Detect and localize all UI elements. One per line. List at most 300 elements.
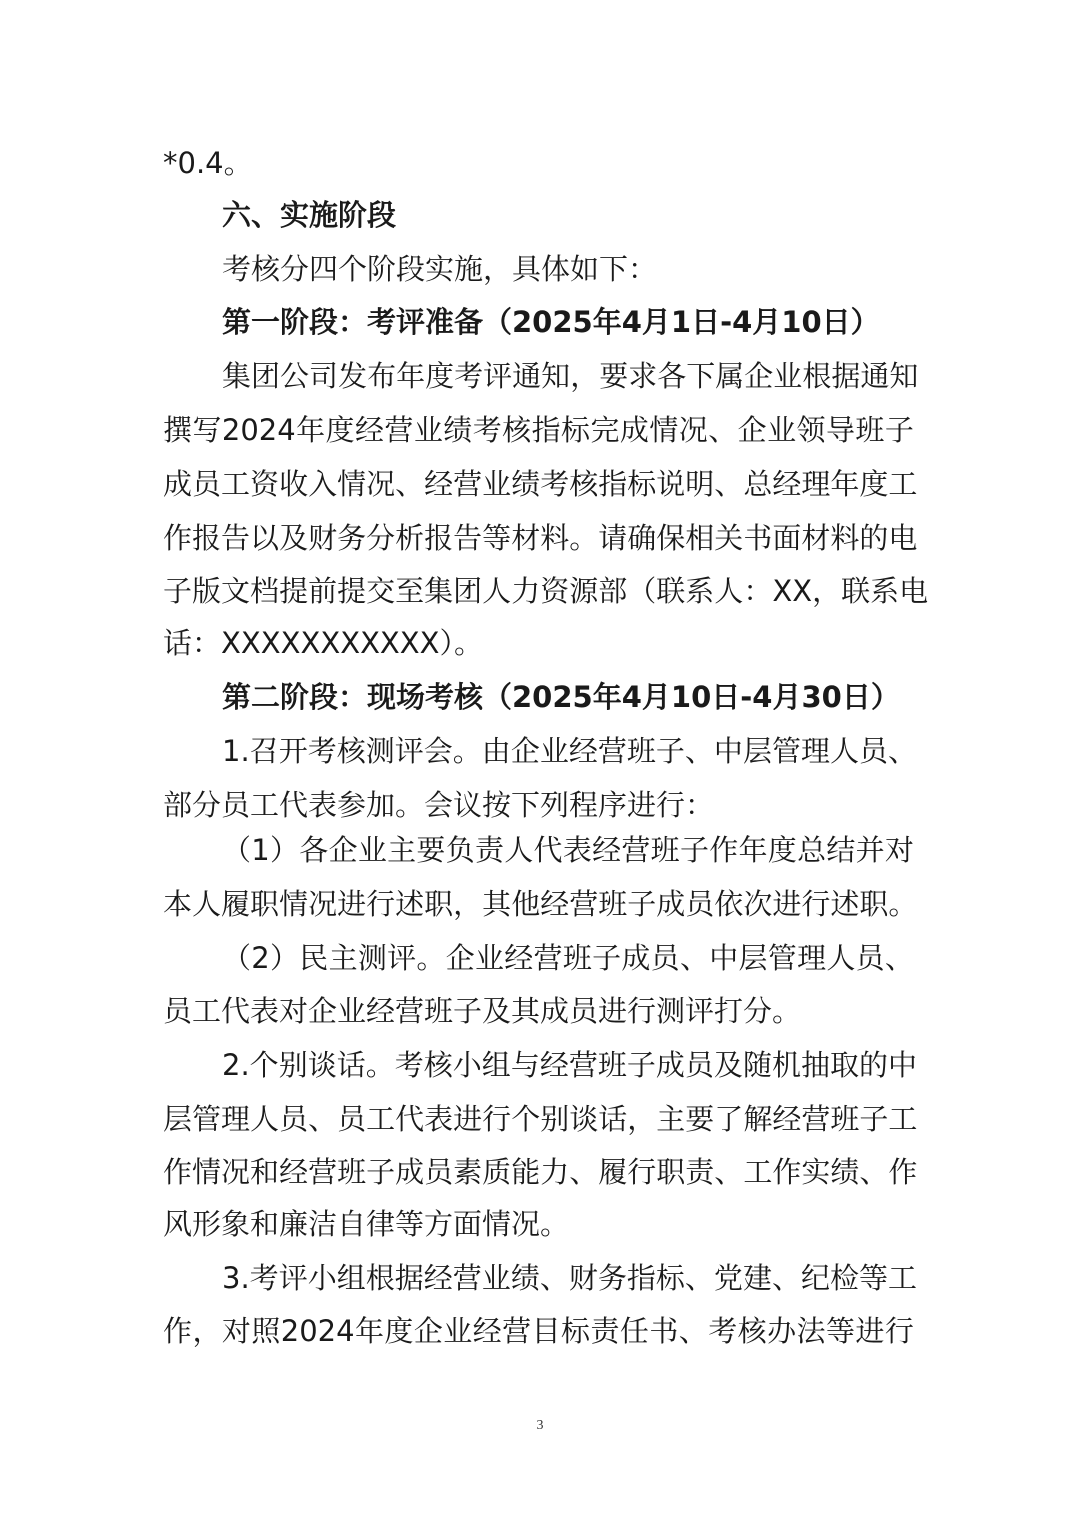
text-glyph: 业	[481, 1261, 511, 1295]
text-glyph: 交	[366, 574, 396, 608]
text-glyph: 人	[482, 574, 512, 608]
text-glyph: 职	[859, 887, 889, 921]
text-glyph: 集	[222, 359, 252, 393]
text-glyph: 取	[829, 1048, 859, 1082]
text-glyph: 党	[713, 1261, 743, 1295]
text-glyph: 评	[387, 941, 417, 975]
text-glyph: 情	[192, 1155, 222, 1189]
text-glyph: 营	[569, 887, 599, 921]
text-glyph: 度	[767, 833, 797, 867]
text-glyph: 下	[686, 359, 716, 393]
text-glyph: 主	[387, 833, 417, 867]
text-glyph: 及	[713, 1048, 743, 1082]
text-glyph: 理	[801, 467, 831, 501]
text-glyph: 料	[540, 521, 570, 555]
text-glyph: ：	[743, 574, 773, 608]
text-glyph: 主	[656, 1102, 686, 1136]
text-line	[0, 1045, 1080, 1085]
text-glyph: 行	[482, 1102, 512, 1136]
text-glyph: 企	[510, 734, 540, 768]
text-glyph: 情	[279, 887, 309, 921]
text-glyph: 负	[445, 833, 475, 867]
text-glyph: 组	[481, 1048, 511, 1082]
text-glyph: 员	[684, 1048, 714, 1082]
text-glyph: 话	[336, 1048, 366, 1082]
text-glyph: 人	[504, 833, 534, 867]
text-glyph: 进	[772, 887, 802, 921]
text-glyph: 根	[802, 359, 832, 393]
text-glyph: 解	[743, 1102, 773, 1136]
text-glyph: 绩	[510, 1261, 540, 1295]
text-glyph: 经	[424, 467, 454, 501]
text-glyph: 和	[250, 1155, 280, 1189]
text-glyph: 管	[771, 734, 801, 768]
text-glyph: 报	[192, 521, 222, 555]
text-glyph: 与	[510, 1048, 540, 1082]
text-glyph: 关	[714, 521, 744, 555]
text-glyph: 企	[413, 1314, 443, 1348]
text-glyph: 、	[678, 1314, 708, 1348]
text-glyph: 了	[714, 1102, 744, 1136]
text-glyph: 测	[357, 941, 387, 975]
text-glyph: 业	[443, 1314, 473, 1348]
text-glyph: 业	[539, 734, 569, 768]
text-glyph: ）	[270, 941, 300, 975]
text-glyph: 况	[678, 413, 708, 447]
text-glyph: 总	[797, 833, 827, 867]
text-glyph: 标	[627, 467, 657, 501]
text-glyph: 成	[621, 941, 651, 975]
text-glyph: 情	[649, 413, 679, 447]
text-glyph: 进	[855, 1314, 885, 1348]
text-glyph: 员	[650, 941, 680, 975]
text-glyph: 入	[308, 467, 338, 501]
text-glyph: 指	[626, 1261, 656, 1295]
text-glyph: 法	[796, 1314, 826, 1348]
text-glyph: 质	[482, 1155, 512, 1189]
text-glyph: 履	[221, 887, 251, 921]
text-glyph: 工	[888, 1261, 918, 1295]
text-glyph: 开	[278, 734, 308, 768]
text-glyph: 管	[192, 1102, 222, 1136]
text-glyph: 成	[656, 887, 686, 921]
text-glyph: 营	[384, 413, 414, 447]
text-glyph: 电	[899, 574, 929, 608]
text-glyph: 度	[384, 1314, 414, 1348]
text-glyph: 系	[685, 574, 715, 608]
text-line: 考核分四个阶段实施，具体如下：	[222, 252, 658, 286]
text-glyph: 料	[830, 521, 860, 555]
text-glyph: 企	[328, 833, 358, 867]
text-glyph: 2.	[222, 1048, 250, 1082]
text-glyph: 代	[533, 833, 563, 867]
text-glyph: 面	[772, 521, 802, 555]
text-glyph: 、	[714, 467, 744, 501]
text-glyph: 财	[308, 521, 338, 555]
text-glyph: 力	[540, 1155, 570, 1189]
text-glyph: 履	[598, 1155, 628, 1189]
text-glyph: 、	[308, 1102, 338, 1136]
text-glyph: 务	[337, 521, 367, 555]
text-glyph: 次	[743, 887, 773, 921]
text-glyph: 成	[395, 1155, 425, 1189]
text-glyph: 源	[569, 574, 599, 608]
text-glyph: 2024	[280, 1314, 355, 1348]
text-glyph: 知	[541, 359, 571, 393]
text-glyph: 班	[337, 1155, 367, 1189]
text-glyph: 企	[445, 941, 475, 975]
text-glyph: 子	[366, 1155, 396, 1189]
text-glyph: 集	[424, 574, 454, 608]
text-glyph: 。	[416, 941, 446, 975]
text-glyph: 求	[628, 359, 658, 393]
text-glyph: 经	[568, 734, 598, 768]
text-glyph: 撰	[163, 413, 193, 447]
text-glyph: 人	[192, 887, 222, 921]
text-line	[0, 731, 1080, 771]
text-line: 风形象和廉洁自律等方面情况。	[163, 1207, 570, 1241]
text-glyph: 资	[250, 467, 280, 501]
text-line	[0, 830, 1080, 870]
text-glyph: 绩	[830, 1155, 860, 1189]
text-glyph: 收	[279, 467, 309, 501]
text-glyph: 民	[299, 941, 329, 975]
text-glyph: 评	[394, 734, 424, 768]
text-glyph: 标	[561, 413, 591, 447]
text-glyph: 营	[568, 1048, 598, 1082]
text-glyph: 经	[772, 467, 802, 501]
text-glyph: 子	[655, 734, 685, 768]
text-glyph: 经	[472, 1314, 502, 1348]
text-line	[0, 884, 1080, 924]
text-glyph: 班	[598, 887, 628, 921]
text-glyph: 等	[859, 1261, 889, 1295]
text-glyph: 要	[685, 1102, 715, 1136]
text-glyph: 子	[626, 1048, 656, 1082]
text-glyph: 确	[627, 521, 657, 555]
text-glyph: 成	[655, 1048, 685, 1082]
text-glyph: 通	[860, 359, 890, 393]
text-glyph: 结	[826, 833, 856, 867]
text-glyph: 、	[888, 734, 918, 768]
text-glyph: 。	[888, 887, 918, 921]
text-glyph: 人	[829, 734, 859, 768]
text-glyph: 检	[829, 1261, 859, 1295]
section-heading: 六、实施阶段	[222, 198, 397, 232]
text-glyph: 班	[855, 413, 885, 447]
text-glyph: 分	[366, 521, 396, 555]
text-glyph: 业	[474, 941, 504, 975]
text-glyph: 行	[366, 887, 396, 921]
text-glyph: 务	[597, 1261, 627, 1295]
text-glyph: 考	[454, 359, 484, 393]
text-line	[0, 1311, 1080, 1351]
text-glyph: 能	[511, 1155, 541, 1189]
text-glyph: 经	[772, 1102, 802, 1136]
text-glyph: 班	[626, 734, 656, 768]
text-glyph: 核	[423, 1048, 453, 1082]
text-glyph: 版	[192, 574, 222, 608]
text-glyph: 核	[502, 413, 532, 447]
text-glyph: 经	[539, 1048, 569, 1082]
text-glyph: 班	[650, 833, 680, 867]
text-glyph: 话	[598, 1102, 628, 1136]
text-glyph: 档	[250, 574, 280, 608]
text-glyph: 年	[296, 413, 326, 447]
text-glyph: 抽	[800, 1048, 830, 1082]
text-glyph: 小	[452, 1048, 482, 1082]
text-glyph: （	[222, 941, 252, 975]
text-glyph: 度	[325, 413, 355, 447]
text-glyph: 评	[278, 1261, 308, 1295]
text-glyph: 责	[474, 833, 504, 867]
page-number: 3	[536, 1418, 544, 1433]
text-glyph: 2024	[221, 413, 296, 447]
text-glyph: ，	[627, 1102, 657, 1136]
text-glyph: 度	[859, 467, 889, 501]
text-glyph: ，	[453, 887, 483, 921]
text-glyph: 子	[627, 887, 657, 921]
text-line: 员工代表对企业经营班子及其成员进行测评打分。	[163, 994, 802, 1028]
text-glyph: 并	[855, 833, 885, 867]
text-glyph: 至	[395, 574, 425, 608]
text-glyph: 联	[841, 574, 871, 608]
text-glyph: 等	[825, 1314, 855, 1348]
text-glyph: 绩	[511, 467, 541, 501]
text-glyph: 况	[308, 887, 338, 921]
text-glyph: 标	[561, 1314, 591, 1348]
text-glyph: 主	[328, 941, 358, 975]
text-glyph: ，	[192, 1314, 222, 1348]
text-line: 话：XXXXXXXXXXX）。	[163, 626, 484, 660]
text-glyph: 行	[884, 1314, 914, 1348]
text-glyph: 、	[859, 1155, 889, 1189]
text-glyph: 组	[336, 1261, 366, 1295]
text-glyph: 业	[357, 833, 387, 867]
text-glyph: 、	[679, 941, 709, 975]
text-glyph: 营	[801, 1102, 831, 1136]
text-glyph: 1.	[222, 734, 250, 768]
text-glyph: 材	[801, 521, 831, 555]
text-glyph: 素	[453, 1155, 483, 1189]
text-glyph: 营	[597, 734, 627, 768]
text-glyph: 保	[656, 521, 686, 555]
text-glyph: 营	[452, 1261, 482, 1295]
text-glyph: 业	[482, 467, 512, 501]
text-glyph: 营	[453, 467, 483, 501]
text-glyph: 管	[767, 941, 797, 975]
text-glyph: 作	[163, 521, 193, 555]
text-glyph: 的	[859, 521, 889, 555]
text-glyph: 情	[337, 467, 367, 501]
text-glyph: 系	[870, 574, 900, 608]
text-glyph: 、	[708, 413, 738, 447]
text-glyph: 别	[540, 1102, 570, 1136]
text-glyph: 业	[773, 359, 803, 393]
text-glyph: （	[627, 574, 657, 608]
text-glyph: 领	[796, 413, 826, 447]
text-glyph: 其	[482, 887, 512, 921]
text-line	[0, 464, 1080, 504]
text-glyph: 员	[192, 467, 222, 501]
text-glyph: 班	[830, 1102, 860, 1136]
text-glyph: 、	[771, 1261, 801, 1295]
text-glyph: 个	[249, 1048, 279, 1082]
text-glyph: 团	[251, 359, 281, 393]
text-glyph: 建	[742, 1261, 772, 1295]
text-glyph: 测	[365, 734, 395, 768]
text-glyph: 班	[597, 1048, 627, 1082]
text-glyph: 职	[250, 887, 280, 921]
text-glyph: 子	[592, 941, 622, 975]
text-glyph: 本	[163, 887, 193, 921]
text-glyph: 、	[395, 467, 425, 501]
text-glyph: 经	[423, 1261, 453, 1295]
text-glyph: 标	[655, 1261, 685, 1295]
text-glyph: 材	[511, 521, 541, 555]
text-glyph: 营	[502, 1314, 532, 1348]
text-glyph: 子	[884, 413, 914, 447]
text-glyph: 联	[656, 574, 686, 608]
text-glyph: 年	[396, 359, 426, 393]
text-glyph: 责	[685, 1155, 715, 1189]
text-glyph: 实	[801, 1155, 831, 1189]
text-glyph: 职	[656, 1155, 686, 1189]
text-glyph: 班	[562, 941, 592, 975]
text-glyph: 业	[767, 413, 797, 447]
text-glyph: 书	[649, 1314, 679, 1348]
text-glyph: ，	[570, 359, 600, 393]
text-glyph: XX	[772, 574, 813, 608]
text-glyph: 、	[569, 1155, 599, 1189]
text-glyph: 经	[592, 833, 622, 867]
text-glyph: 代	[395, 1102, 425, 1136]
text-line	[0, 1099, 1080, 1139]
text-glyph: 完	[590, 413, 620, 447]
text-glyph: 属	[715, 359, 745, 393]
text-glyph: 作	[709, 833, 739, 867]
text-glyph: 提	[337, 574, 367, 608]
text-glyph: 理	[800, 734, 830, 768]
text-glyph: 工	[888, 1102, 918, 1136]
text-glyph: 中	[709, 941, 739, 975]
text-glyph: 报	[424, 521, 454, 555]
text-glyph: 子	[859, 1102, 889, 1136]
text-glyph: 会	[423, 734, 453, 768]
text-glyph: 等	[482, 521, 512, 555]
text-line	[0, 356, 1080, 396]
text-glyph: 员	[685, 887, 715, 921]
text-glyph: 要	[416, 833, 446, 867]
text-glyph: 层	[738, 941, 768, 975]
text-glyph: 业	[413, 413, 443, 447]
text-glyph: 表	[424, 1102, 454, 1136]
stage-heading: 第二阶段：现场考核（2025年4月10日-4月30日）	[222, 680, 900, 714]
text-glyph: 作	[772, 1155, 802, 1189]
text-glyph: 根	[365, 1261, 395, 1295]
text-glyph: 经	[279, 1155, 309, 1189]
text-line: *0.4。	[163, 146, 253, 180]
text-glyph: 况	[221, 1155, 251, 1189]
text-glyph: 发	[338, 359, 368, 393]
text-glyph: 司	[309, 359, 339, 393]
text-glyph: 依	[714, 887, 744, 921]
text-glyph: 告	[221, 521, 251, 555]
text-glyph: 人	[826, 941, 856, 975]
text-line	[0, 1258, 1080, 1298]
text-glyph: 召	[249, 734, 279, 768]
text-glyph: 子	[163, 574, 193, 608]
text-glyph: 力	[511, 574, 541, 608]
text-glyph: 、	[684, 734, 714, 768]
text-glyph: 随	[742, 1048, 772, 1082]
text-glyph: 部	[598, 574, 628, 608]
text-glyph: 资	[540, 574, 570, 608]
text-line	[0, 1152, 1080, 1192]
text-glyph: 企	[737, 413, 767, 447]
text-glyph: 员	[337, 1102, 367, 1136]
text-glyph: 理	[797, 941, 827, 975]
text-glyph: 理	[221, 1102, 251, 1136]
text-glyph: 责	[590, 1314, 620, 1348]
text-glyph: 述	[395, 887, 425, 921]
stage-heading: 第一阶段：考评准备（2025年4月1日-4月10日）	[222, 305, 880, 339]
text-glyph: 1	[251, 833, 270, 867]
text-glyph: 纪	[800, 1261, 830, 1295]
text-glyph: 核	[336, 734, 366, 768]
text-glyph: 绩	[443, 413, 473, 447]
text-glyph: 成	[163, 467, 193, 501]
text-glyph: 据	[831, 359, 861, 393]
text-glyph: 、	[539, 1261, 569, 1295]
text-glyph: 作	[163, 1314, 193, 1348]
text-glyph: 年	[738, 833, 768, 867]
text-glyph: 考	[540, 467, 570, 501]
text-glyph: 前	[308, 574, 338, 608]
text-glyph: 2	[251, 941, 270, 975]
text-glyph: 人	[250, 1102, 280, 1136]
text-glyph: 办	[767, 1314, 797, 1348]
text-glyph: 行	[627, 1155, 657, 1189]
text-glyph: 析	[395, 521, 425, 555]
text-line	[0, 518, 1080, 558]
text-glyph: 文	[221, 574, 251, 608]
text-glyph: 评	[483, 359, 513, 393]
text-glyph: 通	[512, 359, 542, 393]
text-glyph: 请	[598, 521, 628, 555]
text-glyph: 写	[192, 413, 222, 447]
text-glyph: 以	[250, 521, 280, 555]
text-glyph: 说	[656, 467, 686, 501]
text-glyph: ，	[812, 574, 842, 608]
text-glyph: 财	[568, 1261, 598, 1295]
text-glyph: 成	[619, 413, 649, 447]
text-glyph: 中	[713, 734, 743, 768]
text-glyph: 各	[299, 833, 329, 867]
text-glyph: 目	[531, 1314, 561, 1348]
text-glyph: 考	[394, 1048, 424, 1082]
text-glyph: 况	[366, 467, 396, 501]
text-glyph: 3.	[222, 1261, 250, 1295]
text-glyph: 据	[394, 1261, 424, 1295]
text-glyph: 个	[511, 1102, 541, 1136]
text-glyph: 知	[889, 359, 919, 393]
text-glyph: 企	[744, 359, 774, 393]
text-glyph: 、	[884, 941, 914, 975]
text-glyph: 层	[163, 1102, 193, 1136]
text-line	[0, 571, 1080, 611]
text-glyph: 经	[354, 413, 384, 447]
